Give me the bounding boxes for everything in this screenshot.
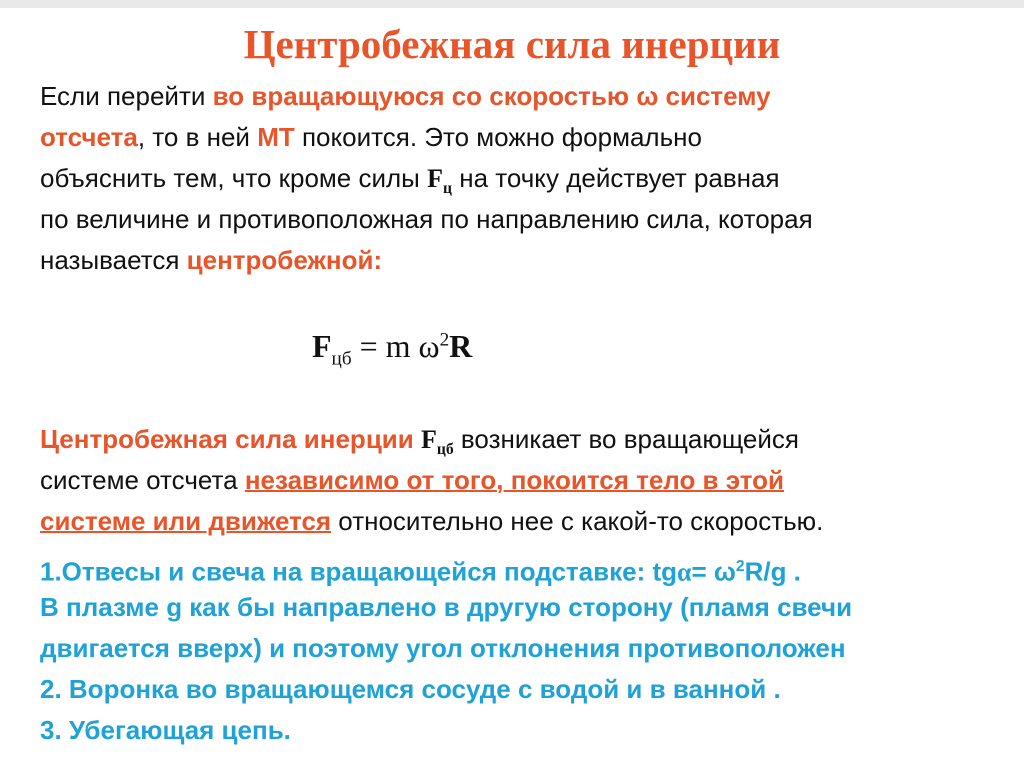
text-segment: на точку действует равная <box>451 163 780 193</box>
formula-exponent: 2 <box>439 329 450 351</box>
text-segment: относительно нее с какой-то скоростью. <box>331 506 824 536</box>
text-segment: системе отсчета <box>40 465 245 495</box>
text-segment: Если перейти <box>40 81 213 111</box>
example-text: R/g . <box>744 556 801 587</box>
example-text: 1.Отвесы и свеча на вращающейся подставке: tg <box>40 556 677 587</box>
alpha-symbol: α <box>677 557 692 587</box>
force-symbol <box>427 164 452 198</box>
intro-line-4: по величине и противоположная по направлению сила, которая <box>40 204 813 234</box>
centrifugal-formula <box>312 328 472 370</box>
text-segment: , то в ней <box>137 122 258 152</box>
text-segment: объяснить тем, что кроме силы <box>40 163 428 193</box>
intro-line-2 <box>40 117 702 158</box>
highlight-rotating-frame: во вращающуюся со скоростью ω систему <box>212 81 771 111</box>
formula-body: = m ω <box>351 328 440 364</box>
example-item-2: 2. Воронка во вращающемся сосуде с водой и в ванной . <box>40 674 781 704</box>
example-exponent: 2 <box>735 558 745 575</box>
text-segment: возникает во вращающейся <box>453 424 799 454</box>
highlight-independent: независимо от того, покоится тело в этой <box>244 465 785 495</box>
force-letter: F <box>427 164 443 193</box>
example-item-1-line-3: двигается вверх) и поэтому угол отклонения противоположен <box>40 633 846 663</box>
text-segment: называется <box>40 245 187 275</box>
formula-force: F <box>312 328 332 364</box>
highlight-mt: МТ <box>257 122 295 152</box>
example-item-1 <box>40 546 801 593</box>
formula-radius: R <box>449 328 473 364</box>
text-segment: покоится. Это можно формально <box>294 122 702 152</box>
force-subscript: цб <box>436 441 454 459</box>
highlight-centrifugal: центробежной: <box>186 245 383 275</box>
inertia-line-2 <box>40 460 784 501</box>
top-border <box>0 0 1024 8</box>
example-item-3: 3. Убегающая цепь. <box>40 715 291 745</box>
highlight-frame: отсчета <box>40 122 138 152</box>
intro-line-5 <box>40 240 382 281</box>
force-subscript: ц <box>442 180 452 198</box>
example-item-1-line-2: В плазме g как бы направлено в другую сторону (пламя свечи <box>40 592 853 622</box>
example-text: = ω <box>691 556 736 587</box>
highlight-moves: системе или движется <box>40 506 332 536</box>
highlight-inertia-force: Центробежная сила инерции <box>40 424 421 454</box>
formula-subscript: цб <box>331 348 352 370</box>
force-symbol <box>421 425 454 459</box>
inertia-line-3 <box>40 501 823 542</box>
intro-line-1 <box>40 76 771 117</box>
force-letter: F <box>421 425 437 454</box>
slide-title: Центробежная сила инерции <box>243 21 781 67</box>
